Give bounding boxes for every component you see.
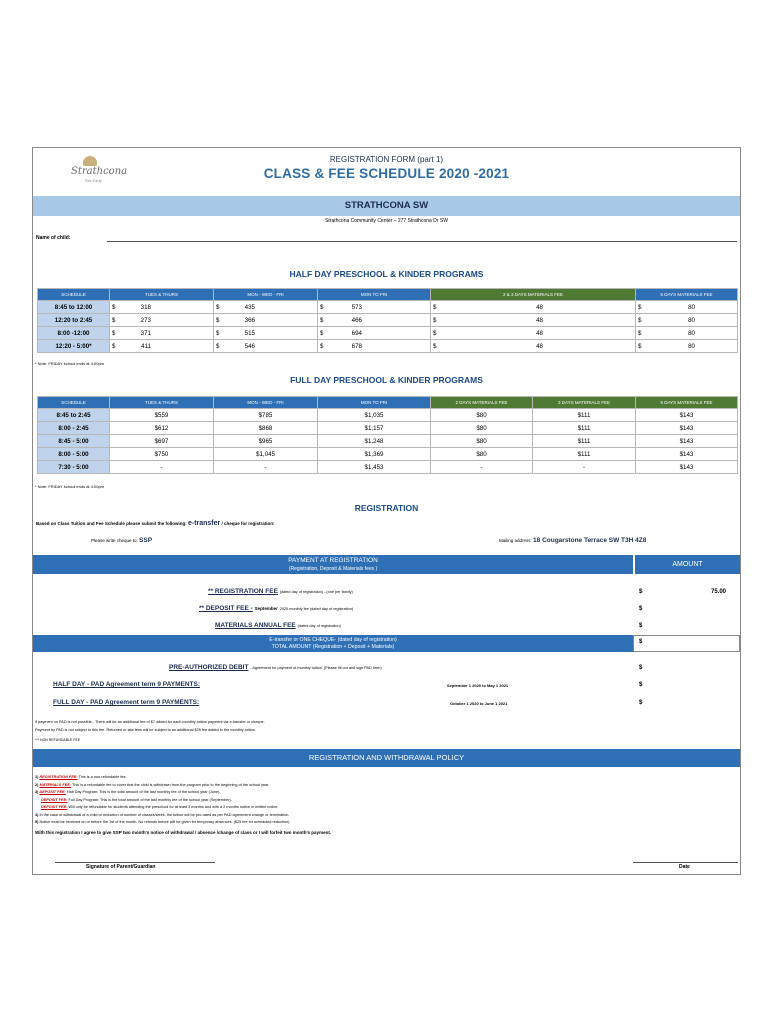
fee-cell: - — [110, 461, 214, 474]
fee-cell: 573 — [351, 303, 362, 311]
date-label: Date — [679, 864, 690, 870]
fee-cell: 435 — [244, 303, 255, 311]
half-day-table — [37, 288, 738, 353]
fee-cell: 371 — [140, 329, 151, 337]
fee-cell: 80 — [688, 329, 695, 337]
schedule-cell: 7:30 - 5:00 — [38, 461, 110, 474]
policy-title: REGISTRATION AND WITHDRAWAL POLICY — [33, 749, 740, 767]
half-day-pad-term: September 1 2020 to May 1 2021 — [447, 683, 509, 688]
full-day-pad-label: FULL DAY - PAD Agreement term 9 PAYMENTS: — [53, 699, 200, 706]
fee-cell: $785 — [214, 409, 318, 422]
table-row — [38, 409, 738, 422]
fee-cell: 80 — [688, 342, 695, 350]
header-cell: TUES & THURS — [110, 397, 214, 409]
fee-cell: $80 — [431, 409, 533, 422]
fee-cell: $80 — [431, 448, 533, 461]
registration-title: REGISTRATION — [354, 503, 419, 513]
list-item: DEPOSIT FEE: Full Day Program: This is the total amount of the last monthly fee of the school year (September). — [41, 797, 232, 802]
currency-symbol: $ — [639, 589, 643, 595]
full-day-table — [37, 396, 738, 474]
mailing-address: 18 Cougarstone Terrace SW T3H 4Z8 — [533, 537, 647, 544]
cheque-payee: SSP — [139, 537, 153, 544]
fee-cell: $1,035 — [318, 409, 431, 422]
table-row: 8:00 -12:00 $ 371 $ 515 $ 694 $ 48 $ 80 — [38, 327, 738, 340]
fee-cell: 48 — [536, 303, 543, 311]
fee-cell: $612 — [110, 422, 214, 435]
fee-cell: $868 — [214, 422, 318, 435]
header-cell: 3 DAYS MATERIALS FEE — [533, 397, 636, 409]
fee-cell: - — [431, 461, 533, 474]
header-cell: 2 DAYS MATERIALS FEE — [431, 397, 533, 409]
schedule-cell: 12:20 to 2:45 — [38, 314, 110, 327]
mailing-line: Mailing address: 18 Cougarstone Terrace SW T3H 4Z8 — [499, 537, 647, 544]
fee-cell: 515 — [244, 329, 255, 337]
half-day-title: HALF DAY PRESCHOOL & KINDER PROGRAMS — [289, 269, 484, 279]
header-cell: TUES & THURS — [110, 289, 214, 301]
list-item: 2) MATERIALS FEE: This is a refundable fee to cover that the child is withdrawn from the program prior to the beginning of the school year. — [35, 782, 270, 787]
header-cell: MON - WED - FRI — [214, 289, 318, 301]
fee-cell: 318 — [140, 303, 151, 311]
pad-fine-print-2: Payment by PAD is not subject to this fee. Returned or late fees will be subject to an additional $25 fee added to the monthly tuition. — [35, 728, 256, 732]
half-day-pad-label: HALF DAY - PAD Agreement term 9 PAYMENTS: — [53, 681, 201, 688]
pad-fine-print-1: If payment on PAD is not possible - There will be an additional fee of $7 added for each monthly tuition payment via e-transfer or cheque. — [35, 720, 265, 724]
header-cell: 5 DAYS MATERIALS FEE — [636, 289, 738, 301]
registration-intro: Based on Class Tuition and Fee Schedule please submit the following: e-transfer / cheque for registration: — [36, 520, 275, 527]
currency-symbol: $ — [639, 639, 643, 645]
child-name-label: Name of child: — [36, 235, 71, 241]
fee-cell: $1,045 — [214, 448, 318, 461]
half-day-note: * Note: FRIDAY school ends at 4:00pm — [35, 361, 104, 366]
currency-symbol: $ — [639, 623, 643, 629]
schedule-cell: 8:00 - 2:45 — [38, 422, 110, 435]
payment-title: PAYMENT AT REGISTRATION — [288, 557, 378, 564]
table-row: 8:45 to 12:00 $ 318 $ 435 $ 573 $ 48 $ 80 — [38, 301, 738, 314]
fee-cell: $143 — [636, 435, 738, 448]
schedule-cell: 8:00 - 5:00 — [38, 448, 110, 461]
fee-cell: 466 — [351, 316, 362, 324]
signature-line[interactable] — [55, 862, 215, 863]
non-refundable-note: *** NON REFUNDABLE FEE — [35, 738, 81, 742]
withdrawal-agreement: With this registration I agree to give SSP two month's notice of withdrawal / absence /change of class or I will forfeit two month's payment. — [35, 830, 332, 835]
total-amount-field[interactable] — [633, 635, 740, 652]
fee-cell: 411 — [141, 342, 151, 350]
logo-name: Strathcona — [71, 166, 128, 177]
list-item: 5) Notice must be received on or before the 1st of the month. No refunds before will be given for temporary absences. ($25 fee for scheduled reduction) — [35, 820, 290, 824]
fee-cell: $750 — [110, 448, 214, 461]
currency-symbol: $ — [639, 606, 643, 612]
header-cell: MON - WED - FRI — [214, 397, 318, 409]
etransfer-word: e-transfer — [187, 520, 221, 527]
pad-label: PRE-AUTHORIZED DEBIT — [169, 664, 249, 671]
etransfer-total-row — [33, 635, 633, 652]
currency-symbol: $ — [639, 665, 643, 671]
schedule-cell: 8:45 - 5:00 — [38, 435, 110, 448]
fee-cell: $1,453 — [318, 461, 431, 474]
schedule-cell: 8:45 to 12:00 — [38, 301, 110, 314]
table-row: 12:20 to 2:45 $ 273 $ 366 $ 466 $ 48 $ 80 — [38, 314, 738, 327]
date-line[interactable] — [633, 862, 738, 863]
fee-cell: $143 — [636, 461, 738, 474]
header-cell: MON TO FRI — [318, 397, 431, 409]
schedule-cell: 12:20 - 5:00* — [38, 340, 110, 353]
fee-cell: $111 — [533, 422, 636, 435]
fee-cell: $1,369 — [318, 448, 431, 461]
pad-row: PRE-AUTHORIZED DEBIT - Agreement for payment of monthly tuition. (Please fill out and sign PAD form) — [169, 664, 382, 671]
materials-fee-row: MATERIALS ANNUAL FEE (dated day of registration) — [215, 622, 341, 629]
logo-sub: SW Early — [85, 178, 102, 183]
schedule-cell: 8:00 -12:00 — [38, 327, 110, 340]
fee-cell: $111 — [533, 435, 636, 448]
fee-cell: - — [533, 461, 636, 474]
table-row — [38, 422, 738, 435]
full-day-pad-term: October 1 2020 to June 1 2021 — [450, 701, 508, 706]
full-day-note: * Note: FRIDAY school ends at 4:00pm — [35, 484, 104, 489]
list-item: 3) DEPOSIT FEE: Half Day Program: This is the total amount of the last monthly fee of the school year (June). — [35, 790, 221, 794]
deposit-fee-label: ** DEPOSIT FEE - — [199, 605, 253, 612]
list-item: 4) In the case of withdrawal of a child or reduction of number of classes/week, the tuition will be pro-rated as per PAD agreement change or termination. — [35, 812, 290, 817]
fee-cell: $143 — [636, 422, 738, 435]
list-item: 1) REGISTRATION FEE: This is a non-refundable fee. — [35, 775, 127, 779]
fee-cell: 678 — [351, 342, 362, 350]
fee-cell: 273 — [140, 316, 151, 324]
header-cell: MON TO FRI — [318, 289, 431, 301]
header-cell: 2 & 3 DAYS MATERIALS FEE — [431, 289, 636, 301]
location-name: STRATHCONA SW — [33, 196, 740, 216]
full-day-header-row — [38, 397, 738, 409]
form-part-title: REGISTRATION FORM (part 1) — [329, 155, 444, 164]
fee-cell: $559 — [110, 409, 214, 422]
etransfer-title: E-transfer or ONE CHEQUE- (dated day of registration) — [269, 637, 397, 643]
signature-label: Signature of Parent/Guardian — [86, 864, 156, 870]
header-cell: 5 DAYS MATERIALS FEE — [636, 397, 738, 409]
fee-cell: $80 — [431, 422, 533, 435]
fee-cell: 80 — [688, 303, 695, 311]
full-day-title: FULL DAY PRESCHOOL & KINDER PROGRAMS — [290, 375, 483, 385]
list-item: DEPOSIT FEE: Will only be refundable for students attending the preschool for at least 3 months and with a 2 months notice in written notice. — [41, 805, 279, 809]
fee-cell: 48 — [536, 342, 543, 350]
table-row — [38, 461, 738, 474]
page-title: CLASS & FEE SCHEDULE 2020 -2021 — [263, 166, 510, 181]
fee-cell: $143 — [636, 409, 738, 422]
registration-fee-amount: 75.00 — [711, 589, 727, 595]
registration-form — [32, 147, 741, 875]
fee-cell: 694 — [351, 329, 362, 337]
fee-cell: $111 — [533, 409, 636, 422]
fee-cell: - — [214, 461, 318, 474]
fee-cell: 48 — [536, 329, 543, 337]
fee-cell: $80 — [431, 435, 533, 448]
fee-cell: 80 — [688, 316, 695, 324]
child-name-field[interactable] — [107, 241, 737, 242]
header-cell: SCHEDULE — [38, 397, 110, 409]
fee-cell: $965 — [214, 435, 318, 448]
table-row — [38, 435, 738, 448]
schedule-cell: 8:45 to 2:45 — [38, 409, 110, 422]
registration-fee-label: ** REGISTRATION FEE — [208, 588, 278, 595]
currency-symbol: $ — [639, 682, 643, 688]
payment-subtitle: (Registration, Deposit & Materials fees ) — [288, 566, 378, 572]
fee-cell: 48 — [536, 316, 543, 324]
half-day-header-row — [38, 289, 738, 301]
amount-header: AMOUNT — [635, 555, 740, 574]
location-address: Strathcona Community Center – 277 Strathcona Dr SW — [325, 218, 448, 224]
table-row — [38, 448, 738, 461]
fee-cell: $111 — [533, 448, 636, 461]
etransfer-subtitle: TOTAL AMOUNT (Registration + Deposit + Materials) — [271, 644, 395, 650]
fee-cell: 546 — [244, 342, 255, 350]
materials-fee-label: MATERIALS ANNUAL FEE — [215, 622, 296, 629]
deposit-fee-row: ** DEPOSIT FEE - September 2020 monthly fee (dated day of registration) — [199, 605, 354, 612]
fee-cell: $143 — [636, 448, 738, 461]
currency-symbol: $ — [639, 700, 643, 706]
header-cell: SCHEDULE — [38, 289, 110, 301]
registration-fee-row: ** REGISTRATION FEE (dated day of registration) - (one per family) — [208, 588, 353, 595]
payment-header — [33, 555, 740, 574]
fee-cell: $1,248 — [318, 435, 431, 448]
table-row: 12:20 - 5:00* $ 411 $ 546 $ 678 $ 48 $ 80 — [38, 340, 738, 353]
fee-cell: $697 — [110, 435, 214, 448]
fee-cell: $1,157 — [318, 422, 431, 435]
policy-list — [35, 774, 735, 827]
cheque-line: Please write cheque to: SSP — [91, 537, 153, 544]
fee-cell: 366 — [244, 316, 255, 324]
